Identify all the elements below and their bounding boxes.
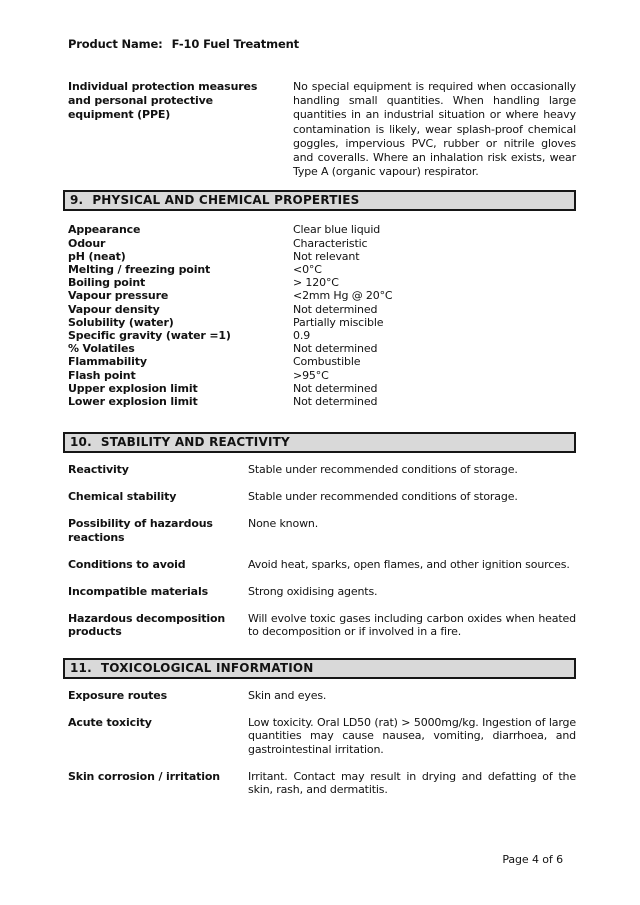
info-value: Stable under recommended conditions of storage. xyxy=(248,463,518,477)
property-label: Boiling point xyxy=(68,276,146,290)
section9-title: PHYSICAL AND CHEMICAL PROPERTIES xyxy=(92,193,360,208)
info-row xyxy=(68,490,576,504)
property-row xyxy=(68,329,576,342)
info-value: None known. xyxy=(248,517,319,531)
section10-title: STABILITY AND REACTIVITY xyxy=(100,435,290,450)
info-value: Strong oxidising agents. xyxy=(248,584,378,598)
property-row xyxy=(68,263,576,276)
property-label: Vapour pressure xyxy=(68,289,169,303)
property-row xyxy=(68,342,576,355)
property-value: <0°C xyxy=(293,263,322,277)
property-label: Vapour density xyxy=(68,302,160,316)
toxicological-list xyxy=(68,689,576,797)
info-label: Skin corrosion / irritation xyxy=(68,769,220,783)
property-row xyxy=(68,276,576,289)
info-row xyxy=(68,463,576,477)
info-row xyxy=(68,716,576,757)
property-row xyxy=(68,223,576,236)
ppe-label: Individual protection measures and personal protective equipment (PPE) xyxy=(68,80,258,122)
info-value: Skin and eyes. xyxy=(248,688,327,702)
property-label: Appearance xyxy=(68,223,141,237)
property-value: Not determined xyxy=(293,302,378,316)
product-name-value: F-10 Fuel Treatment xyxy=(171,37,299,51)
property-value: > 120°C xyxy=(293,276,339,290)
property-label: Flash point xyxy=(68,368,136,382)
property-row xyxy=(68,237,576,250)
property-value: Not determined xyxy=(293,395,378,409)
product-name-line xyxy=(68,37,576,51)
info-label: Hazardous decomposition products xyxy=(68,611,226,639)
property-value: Combustible xyxy=(293,355,361,369)
info-row xyxy=(68,585,576,599)
property-value: >95°C xyxy=(293,368,329,382)
section9-header xyxy=(63,190,576,211)
product-name-label: Product Name: xyxy=(68,37,163,51)
property-row xyxy=(68,303,576,316)
info-label: Acute toxicity xyxy=(68,715,152,729)
section11-title: TOXICOLOGICAL INFORMATION xyxy=(100,660,314,675)
property-value: Clear blue liquid xyxy=(293,223,381,237)
property-row xyxy=(68,316,576,329)
info-value: Avoid heat, sparks, open flames, and other ignition sources. xyxy=(248,557,570,571)
info-row xyxy=(68,558,576,572)
property-value: Not determined xyxy=(293,381,378,395)
property-value: Partially miscible xyxy=(293,315,384,329)
property-label: Specific gravity (water =1) xyxy=(68,329,231,343)
info-row xyxy=(68,689,576,703)
ppe-row xyxy=(68,80,576,179)
property-value: Not determined xyxy=(293,342,378,356)
property-row xyxy=(68,382,576,395)
info-label: Exposure routes xyxy=(68,688,167,702)
property-row xyxy=(68,250,576,263)
stability-reactivity-list xyxy=(68,463,576,639)
property-row xyxy=(68,355,576,368)
info-value: Will evolve toxic gases including carbon oxides when heated to decomposition or if involved in a fire. xyxy=(248,611,576,639)
property-row xyxy=(68,369,576,382)
section11-number: 11. xyxy=(70,660,92,675)
page-number: Page 4 of 6 xyxy=(502,853,563,866)
section10-number: 10. xyxy=(70,435,92,450)
info-label: Possibility of hazardous reactions xyxy=(68,517,213,544)
info-value: Stable under recommended conditions of storage. xyxy=(248,490,518,504)
info-label: Incompatible materials xyxy=(68,584,208,598)
page-content xyxy=(68,0,576,797)
property-label: % Volatiles xyxy=(68,342,135,356)
property-label: Odour xyxy=(68,236,106,250)
info-row xyxy=(68,517,576,544)
property-label: Melting / freezing point xyxy=(68,263,211,277)
info-label: Chemical stability xyxy=(68,490,177,504)
property-value: <2mm Hg @ 20°C xyxy=(293,289,393,303)
property-value: Characteristic xyxy=(293,236,368,250)
ppe-text: No special equipment is required when occasionally handling small quantities. When handling large quantities in an industrial situation or where heavy contamination is likely, wear splash-proof chemical goggles, impervious PVC, rubber or nitrile gloves and coveralls. Where an inhalation risk exists, wear Type A (organic vapour) respirator. xyxy=(293,80,576,179)
physical-properties-list xyxy=(68,223,576,408)
section10-header xyxy=(63,432,576,453)
property-label: Solubility (water) xyxy=(68,315,174,329)
property-row xyxy=(68,289,576,302)
property-label: Lower explosion limit xyxy=(68,395,198,409)
section9-number: 9. xyxy=(70,193,84,208)
info-row xyxy=(68,770,576,797)
info-value: Low toxicity. Oral LD50 (rat) > 5000mg/kg. Ingestion of large quantities may cause nausea, vomiting, diarrhoea, and gastrointestinal irritation. xyxy=(248,715,576,756)
info-value: Irritant. Contact may result in drying and defatting of the skin, rash, and dermatitis. xyxy=(248,769,576,797)
property-row xyxy=(68,395,576,408)
property-label: pH (neat) xyxy=(68,249,126,263)
info-label: Conditions to avoid xyxy=(68,557,186,571)
property-label: Upper explosion limit xyxy=(68,381,198,395)
section11-header xyxy=(63,658,576,679)
property-value: 0.9 xyxy=(293,329,311,343)
property-value: Not relevant xyxy=(293,249,360,263)
property-label: Flammability xyxy=(68,355,147,369)
info-label: Reactivity xyxy=(68,463,129,477)
info-row xyxy=(68,612,576,639)
